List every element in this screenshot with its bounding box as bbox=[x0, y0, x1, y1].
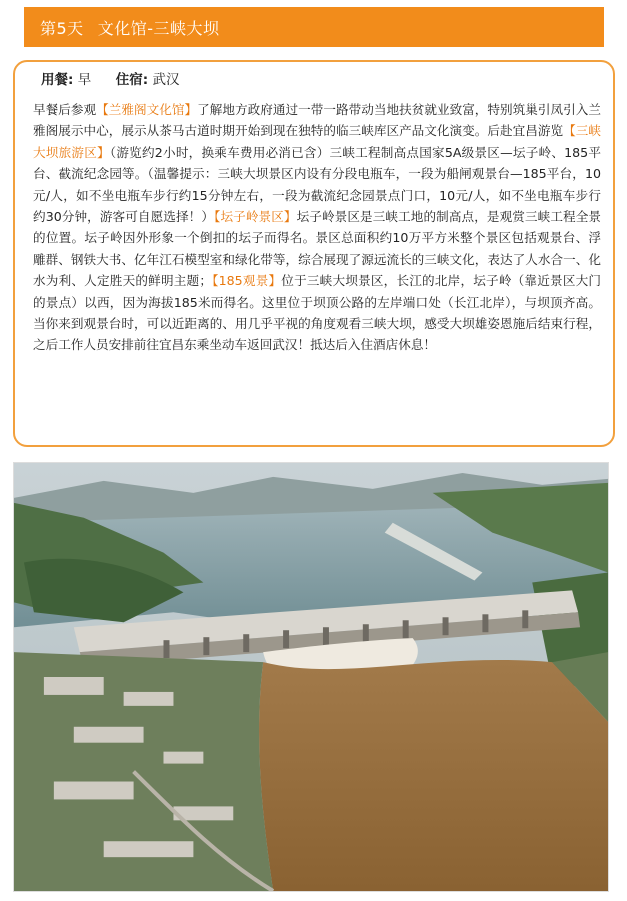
itinerary-text-1: 早餐后参观 bbox=[33, 102, 97, 117]
dam-aerial-image bbox=[14, 463, 608, 891]
itinerary-text-2: 了解地方政府通过一带一路带动当地扶贫就业致富，特别筑巢引凤引入兰雅阁展示中心，展示从茶马古道时期开始到现在独特的临三峡库区产品文化演变。后赴宜昌游览 bbox=[33, 102, 602, 139]
day-number: 第5天 bbox=[40, 18, 84, 38]
highlight-tanziling: 【坛子岭景区】 bbox=[214, 209, 297, 225]
meal-value: 早 bbox=[77, 72, 92, 88]
meal-label: 用餐: bbox=[41, 72, 74, 88]
day-title: 文化馆-三峡大坝 bbox=[97, 18, 220, 38]
itinerary-card bbox=[13, 60, 615, 447]
itinerary-text-3: （游览约2小时，换乘车费用必消已含）三峡工程制高点国家5A级景区—坛子岭、185平台、截流纪念园等。（温馨提示：三峡大坝景区内设有分段电瓶车，一段为船闸观景台—185平台，10元/人，如不坐电瓶车步行约15分钟左右，一段为截流纪念园景点门口，10元/人，如不坐电瓶车步行约30分钟，游客可自愿选择！） bbox=[33, 144, 601, 225]
three-gorges-dam-photo bbox=[13, 462, 609, 892]
meal-stay-line bbox=[33, 70, 601, 90]
itinerary-text-4: 坛子岭景区是三峡工地的制高点，是观赏三峡工程全景的位置。坛子岭因外形象一个倒扣的坛子而得名。景区总面积约10万平方米整个景区包括观景台、浮雕群、钢铁大书、亿年江石模型室和绿化带等，综合展现了源远流长的三峡文化，表达了人水合一、化水为利、人定胜天的鲜明主题； bbox=[33, 209, 601, 289]
itinerary-text-5: 位于三峡大坝景区，长江的北岸，坛子岭（靠近景区大门的景点）以西，因为海拔185米而得名。这里位于坝顶公路的左岸端口处（长江北岸），与坝顶齐高。当你来到观景台时，可以近距离的、用几乎平视的角度观看三峡大坝，感受大坝雄姿恩施后结束行程，之后工作人员安排前往宜昌东乘坐动车返回武汉！抵达后入住酒店休息！ bbox=[33, 273, 602, 353]
highlight-185-viewpoint: 【185观景】 bbox=[211, 273, 282, 289]
highlight-dam-area: 【三峡大坝旅游区】 bbox=[33, 123, 602, 160]
stay-label: 住宿: bbox=[115, 72, 149, 88]
day-header bbox=[24, 7, 604, 47]
itinerary-text bbox=[33, 99, 601, 356]
highlight-lanyage: 【兰雅阁文化馆】 bbox=[96, 102, 198, 117]
stay-value: 武汉 bbox=[152, 72, 180, 88]
